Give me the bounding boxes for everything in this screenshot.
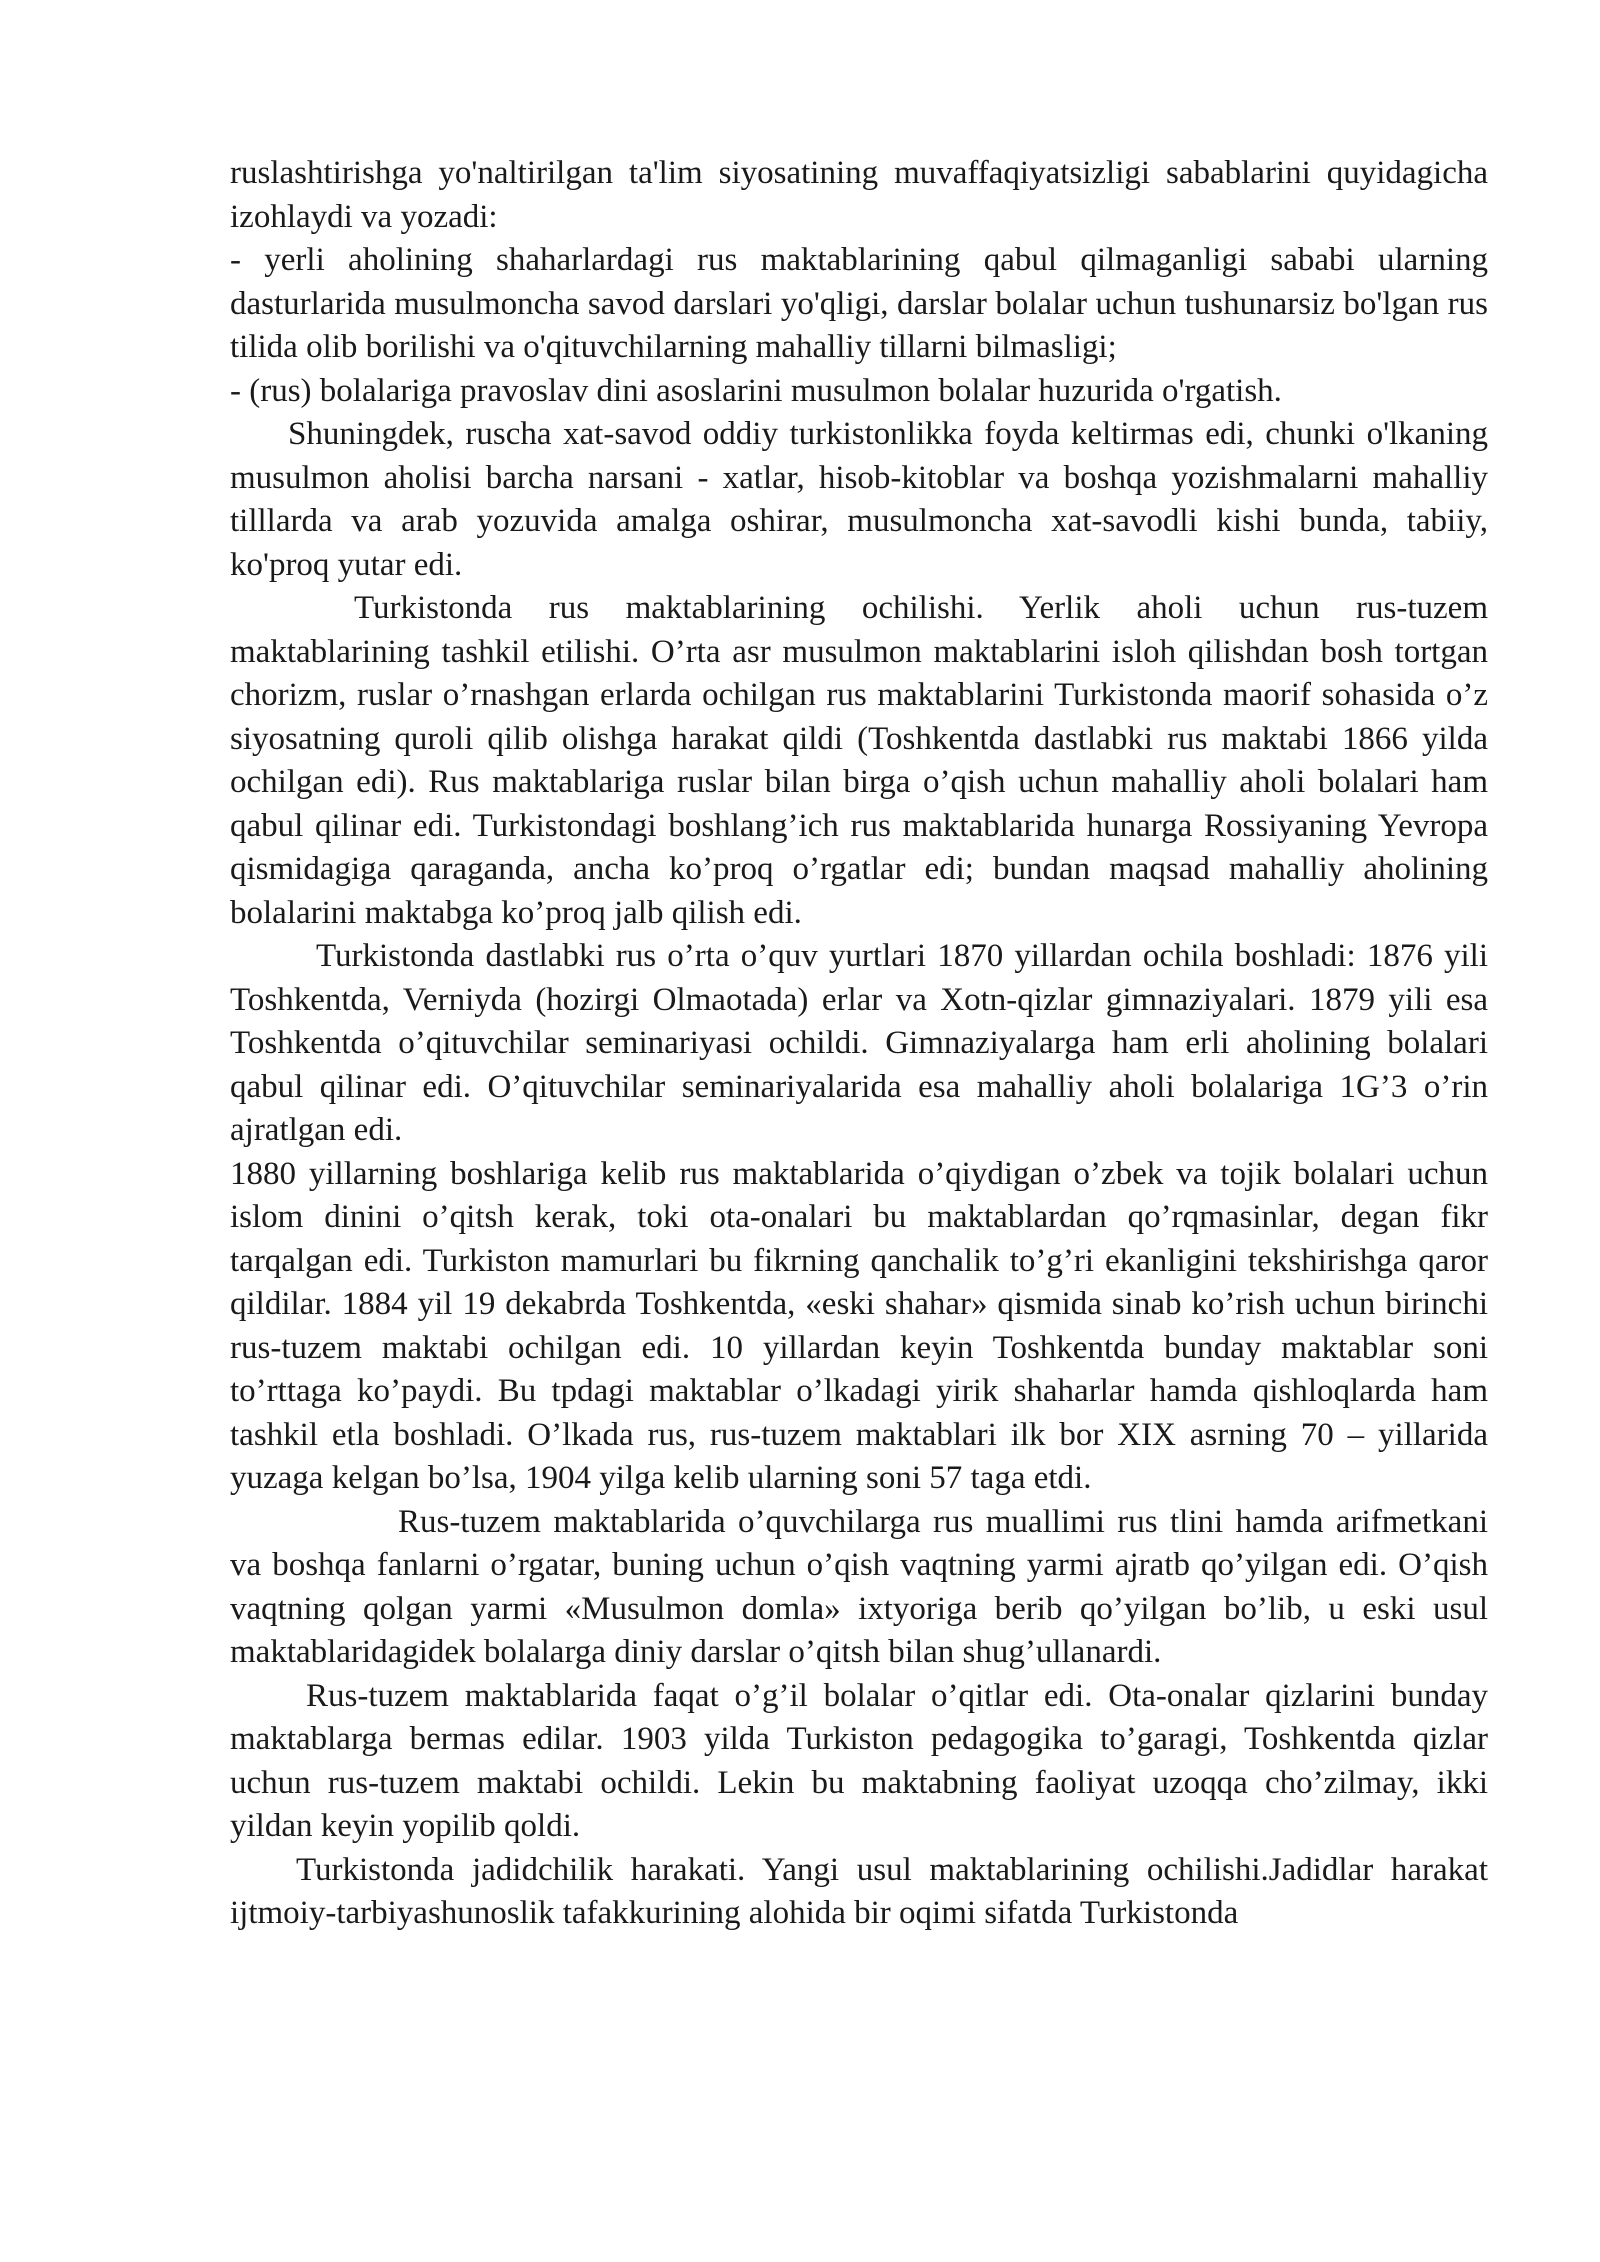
paragraph-curriculum: Rus-tuzem maktablarida o’quvchilarga rus muallimi rus tlini hamda arifmetkani va boshqa fanlarni o’rgatar, buning uchun o’qish vaqtning yarmi ajratb qo’yilgan edi. O’qish vaqtning qolgan yarmi «Musulmon domla» ixtyoriga berib qo’yilgan bo’lib, u eski usul maktablaridagidek bolalarga diniy darslar o’qitsh bilan shug’ullanardi.: [230, 1503, 1488, 1670]
paragraph-reason-1: - yerli aholining shaharlardagi rus maktablarining qabul qilmaganligi sababi ularning dasturlarida musulmoncha savod darslari yo'qligi, darslar bolalar uchun tushunarsiz bo'lgan rus tilida olib borilishi va o'qituvchilarning mahalliy tillarni bilmasligi;: [230, 242, 1488, 365]
paragraph-secondary-schools: Turkistonda dastlabki rus o’rta o’quv yurtlari 1870 yillardan ochila boshladi: 1876 yili Toshkentda, Verniyda (hozirgi Olmaotada) erlar va Xotn-qizlar gimnaziyalari. 1879 yili esa Toshkentda o’qituvchilar seminariyasi ochildi. Gimnaziyalarga ham erli aholining bolalari qabul qilinar edi. O’qituvchilar seminariyalarida esa mahalliy aholi bolalariga 1G’3 o’rin ajratlgan edi.: [230, 938, 1488, 1148]
paragraph-intro: ruslashtirishga yo'naltirilgan ta'lim siyosatining muvaffaqiyatsizligi sabablarini quyidagicha izohlaydi va yozadi:: [230, 155, 1488, 235]
paragraph-boys-only: Rus-tuzem maktablarida faqat o’g’il bolalar o’qitlar edi. Ota-onalar qizlarini bunday maktablarga bermas edilar. 1903 yilda Turkiston pedagogika to’garagi, Toshkentda qizlar uchun rus-tuzem maktabi ochildi. Lekin bu maktabning faoliyat uzoqqa cho’zilmay, ikki yildan keyin yopilib qoldi.: [230, 1677, 1488, 1844]
paragraph-jadid: Turkistonda jadidchilik harakati. Yangi usul maktablarining ochilishi.Jadidlar harakat ijtmoiy-tarbiyashunoslik tafakkurining alohida bir oqimi sifatda Turkistonda: [230, 1851, 1488, 1931]
paragraph-reason-2: - (rus) bolalariga pravoslav dini asoslarini musulmon bolalar huzurida o'rgatish.: [230, 372, 1282, 409]
document-page: [230, 152, 1488, 1936]
paragraph-1880s: 1880 yillarning boshlariga kelib rus maktablarida o’qiydigan o’zbek va tojik bolalari uchun islom dinini o’qitsh kerak, toki ota-onalari bu maktablardan qo’rqmasinlar, degan fikr tarqalgan edi. Turkiston mamurlari bu fikrning qanchalik to’g’ri ekanligini tekshirishga qaror qildilar. 1884 yil 19 dekabrda Toshkentda, «eski shahar» qismida sinab ko’rish uchun birinchi rus-tuzem maktabi ochilgan edi. 10 yillardan keyin Toshkentda bunday maktablar soni to’rttaga ko’paydi. Bu tpdagi maktablar o’lkadagi yirik shaharlar hamda qishloqlarda ham tashkil etla boshladi. O’lkada rus, rus-tuzem maktablari ilk bor XIX asrning 70 – yillarida yuzaga kelgan bo’lsa, 1904 yilga kelib ularning soni 57 taga etdi.: [230, 1155, 1488, 1496]
paragraph-literacy: Shuningdek, ruscha xat-savod oddiy turkistonlikka foyda keltirmas edi, chunki o'lkaning musulmon aholisi barcha narsani - xatlar, hisob-kitoblar va boshqa yozishmalarni mahalliy tilllarda va arab yozuvida amalga oshirar, musulmoncha xat-savodli kishi bunda, tabiiy, ko'proq yutar edi.: [230, 416, 1488, 583]
paragraph-russian-schools: Turkistonda rus maktablarining ochilishi. Yerlik aholi uchun rus-tuzem maktablarining tashkil etilishi. O’rta asr musulmon maktablarini isloh qilishdan bosh tortgan chorizm, ruslar o’rnashgan erlarda ochilgan rus maktablarini Turkistonda maorif sohasida o’z siyosatning quroli qilib olishga harakat qildi (Toshkentda dastlabki rus maktabi 1866 yilda ochilgan edi). Rus maktablariga ruslar bilan birga o’qish uchun mahalliy aholi bolalari ham qabul qilinar edi. Turkistondagi boshlang’ich rus maktablarida hunarga Rossiyaning Yevropa qismidagiga qaraganda, ancha ko’proq o’rgatlar edi; bundan maqsad mahalliy aholining bolalarini maktabga ko’proq jalb qilish edi.: [230, 590, 1488, 931]
